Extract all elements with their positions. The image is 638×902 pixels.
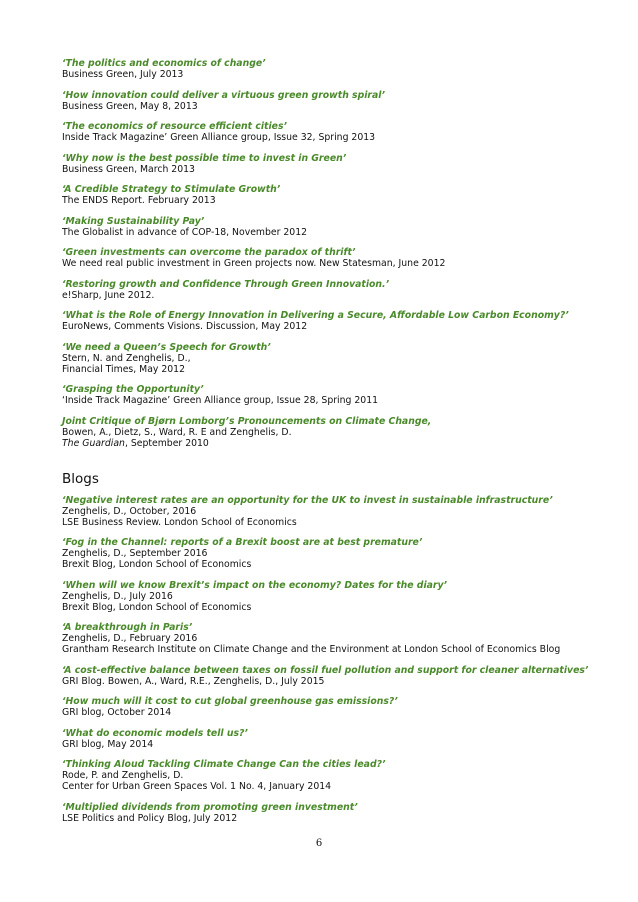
article-entry <box>62 416 622 449</box>
article-entry <box>62 58 622 80</box>
entry-detail-line: The Globalist in advance of COP-18, November 2012 <box>62 226 308 238</box>
entry-detail-line: Business Green, July 2013 <box>62 69 184 80</box>
entry-title: ‘How innovation could deliver a virtuous green growth spiral’ <box>62 89 386 101</box>
article-entry <box>62 121 622 143</box>
entry-title: ‘Restoring growth and Confidence Through Green Innovation.’ <box>62 278 390 290</box>
entry-detail-line: LSE Politics and Policy Blog, July 2012 <box>62 812 238 824</box>
article-entry <box>62 184 622 206</box>
blog-entry <box>62 537 622 570</box>
blog-entry <box>62 696 622 718</box>
article-entry <box>62 153 622 175</box>
entry-detail-line: Zenghelis, D., July 2016 <box>62 590 173 602</box>
blog-entry <box>62 728 622 750</box>
entry-detail-line: The ENDS Report. February 2013 <box>62 195 216 206</box>
entry-detail-line: Zenghelis, D., October, 2016 <box>62 505 197 517</box>
blog-entry <box>62 622 622 655</box>
entry-detail-line: Stern, N. and Zenghelis, D., <box>62 352 191 364</box>
entry-detail-line: Zenghelis, D., February 2016 <box>62 633 198 644</box>
entry-title: ‘What do economic models tell us?’ <box>62 727 248 739</box>
entry-detail-line: Business Green, May 8, 2013 <box>62 100 198 112</box>
entry-title: ‘The politics and economics of change’ <box>62 58 266 69</box>
entry-title: Joint Critique of Bjørn Lomborg’s Pronouncements on Climate Change, <box>62 415 432 427</box>
entry-detail-line: e!Sharp, June 2012. <box>62 289 155 301</box>
entry-detail-line: Brexit Blog, London School of Economics <box>62 559 252 570</box>
blogs-heading: Blogs <box>62 470 99 487</box>
entry-title: ‘Green investments can overcome the paradox of thrift’ <box>62 247 356 258</box>
page-content <box>62 58 622 833</box>
entry-detail-line: Financial Times, May 2012 <box>62 363 186 375</box>
articles-list <box>62 58 622 449</box>
article-entry <box>62 310 622 332</box>
entry-title: ‘A Credible Strategy to Stimulate Growth’ <box>62 184 281 195</box>
entry-title: ‘Why now is the best possible time to invest in Green’ <box>62 152 347 164</box>
entry-detail-line: GRI Blog. Bowen, A., Ward, R.E., Zenghelis, D., July 2015 <box>62 675 325 687</box>
article-entry <box>62 216 622 238</box>
entry-detail-line: Inside Track Magazine’ Green Alliance group, Issue 32, Spring 2013 <box>62 132 376 143</box>
entry-title: ‘How much will it cost to cut global greenhouse gas emissions?’ <box>62 696 398 707</box>
entry-title: ‘Fog in the Channel: reports of a Brexit boost are at best premature’ <box>62 537 423 548</box>
entry-title: ‘A breakthrough in Paris’ <box>62 622 193 633</box>
article-entry <box>62 384 622 406</box>
article-entry <box>62 90 622 112</box>
blog-entry <box>62 580 622 613</box>
entry-title: ‘Negative interest rates are an opportunity for the UK to invest in sustainable infrastructure’ <box>62 494 553 506</box>
entry-detail-line: GRI blog, May 2014 <box>62 738 154 750</box>
entry-title: ‘What is the Role of Energy Innovation in Delivering a Secure, Affordable Low Carbon Economy?’ <box>62 310 569 321</box>
blog-entry <box>62 495 622 528</box>
article-entry <box>62 342 622 375</box>
entry-detail-line: Zenghelis, D., September 2016 <box>62 548 208 559</box>
entry-title: ‘Multiplied dividends from promoting green investment’ <box>62 801 358 813</box>
entry-title: ‘Thinking Aloud Tackling Climate Change Can the cities lead?’ <box>62 759 386 770</box>
entry-detail-line: Rode, P. and Zenghelis, D. <box>62 770 184 781</box>
entry-title: ‘A cost-effective balance between taxes on fossil fuel pollution and support for cleaner alternatives’ <box>62 664 589 676</box>
blogs-list <box>62 495 622 824</box>
entry-detail-line: GRI blog, October 2014 <box>62 707 172 718</box>
blog-entry <box>62 802 622 824</box>
page-number: 6 <box>315 838 323 849</box>
publication-date: , September 2010 <box>124 437 209 449</box>
entry-detail-line: ‘Inside Track Magazine’ Green Alliance group, Issue 28, Spring 2011 <box>62 395 379 406</box>
article-entry <box>62 247 622 269</box>
entry-detail-line: Business Green, March 2013 <box>62 163 195 175</box>
entry-title: ‘The economics of resource efficient cities’ <box>62 121 288 132</box>
entry-title: ‘When will we know Brexit’s impact on the economy? Dates for the diary’ <box>62 579 448 591</box>
entry-detail-line: Center for Urban Green Spaces Vol. 1 No. 4, January 2014 <box>62 781 332 792</box>
article-entry <box>62 279 622 301</box>
entry-detail-line: LSE Business Review. London School of Economics <box>62 516 297 528</box>
entry-title: ‘We need a Queen’s Speech for Growth’ <box>62 341 271 353</box>
entry-title: ‘Making Sustainability Pay’ <box>62 215 205 227</box>
publication-name: The Guardian <box>62 437 125 449</box>
blog-entry <box>62 665 622 687</box>
entry-publication-line <box>62 438 622 449</box>
blog-entry <box>62 759 622 792</box>
entry-detail-line: EuroNews, Comments Visions. Discussion, May 2012 <box>62 321 308 332</box>
entry-detail-line: Bowen, A., Dietz, S., Ward, R. E and Zenghelis, D. <box>62 426 292 438</box>
entry-detail-line: Grantham Research Institute on Climate Change and the Environment at London School of Economics Blog <box>62 644 561 655</box>
entry-detail-line: We need real public investment in Green projects now. New Statesman, June 2012 <box>62 258 446 269</box>
entry-title: ‘Grasping the Opportunity’ <box>62 384 204 395</box>
entry-detail-line: Brexit Blog, London School of Economics <box>62 601 252 613</box>
